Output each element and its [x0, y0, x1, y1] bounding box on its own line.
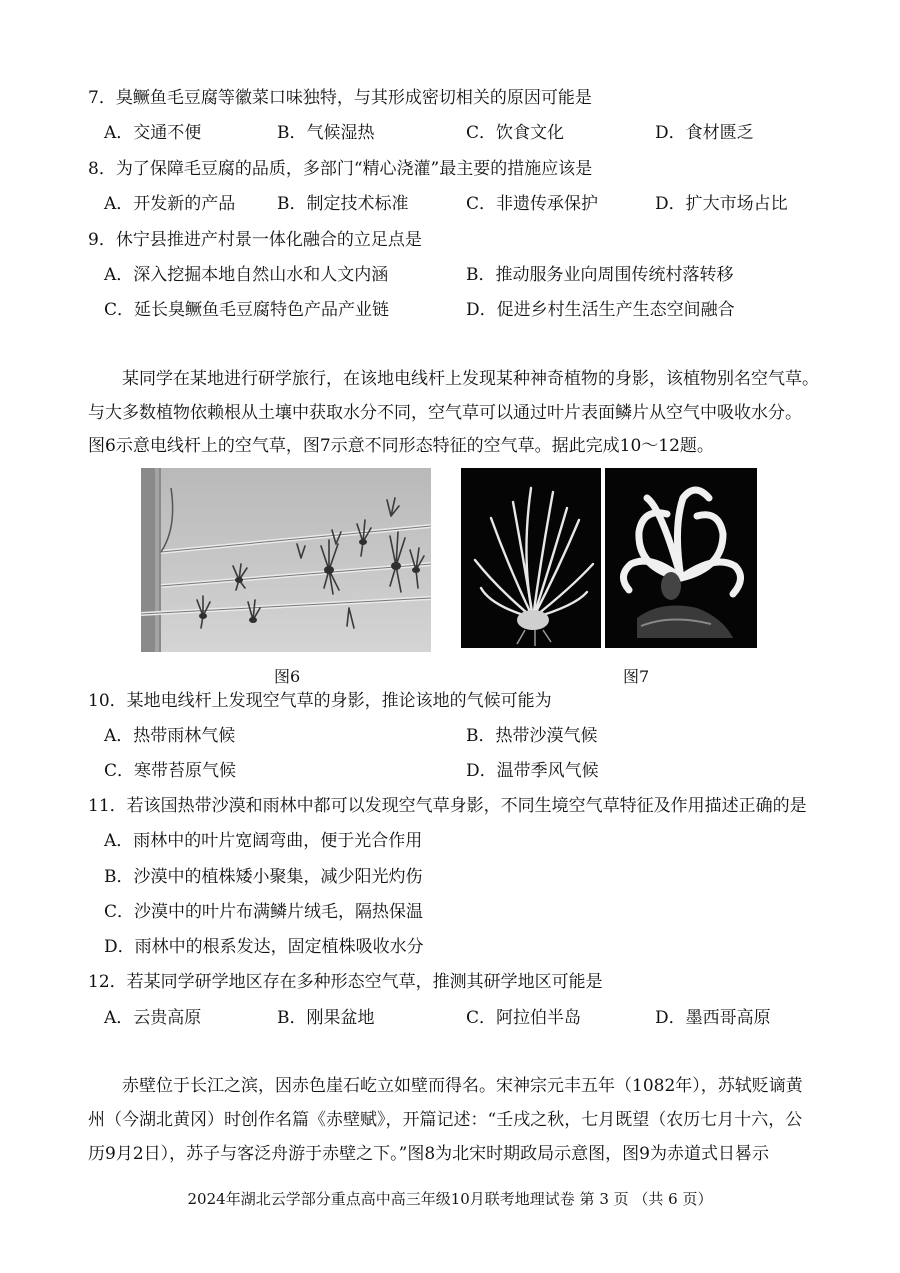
question-8-option-b: B．制定技术标准	[277, 194, 409, 214]
question-9-option-c: C．延长臭鳜鱼毛豆腐特色产品产业链	[104, 300, 390, 320]
question-7-option-c: C．饮食文化	[466, 123, 565, 143]
question-9-stem: 9．休宁县推进产村景一体化融合的立足点是	[88, 230, 422, 250]
page-footer: 2024年湖北云学部分重点高中高三年级10月联考地理试卷 第 3 页 （共 6 页）	[187, 1190, 713, 1208]
question-12-option-a: A．云贵高原	[104, 1008, 202, 1028]
figure-6-photo	[141, 468, 431, 652]
question-7-option-a: A．交通不便	[104, 123, 202, 143]
question-10-option-d: D．温带季风气候	[466, 761, 599, 781]
figure-6-caption: 图6	[274, 667, 301, 686]
passage-2-line-3: 图6示意电线杆上的空气草，图7示意不同形态特征的空气草。据此完成10～12题。	[88, 436, 714, 456]
passage-3-line-3: 历9月2日），苏子与客泛舟游于赤壁之下。”图8为北宋时期政局示意图，图9为赤道式日晷示	[88, 1144, 769, 1164]
figure-7-caption: 图7	[623, 667, 650, 686]
question-11-option-d: D．雨林中的根系发达，固定植株吸收水分	[104, 937, 424, 957]
question-11-option-b: B．沙漠中的植株矮小聚集，减少阳光灼伤	[104, 867, 423, 887]
passage-3-line-2: 州（今湖北黄冈）时创作名篇《赤壁赋》，开篇记述：“壬戌之秋，七月既望（农历七月十六，公	[88, 1110, 803, 1130]
question-9-option-d: D．促进乡村生活生产生态空间融合	[466, 300, 735, 320]
question-12-stem: 12．若某同学研学地区存在多种形态空气草，推测其研学地区可能是	[88, 972, 603, 992]
question-11-stem: 11．若该国热带沙漠和雨林中都可以发现空气草身影，不同生境空气草特征及作用描述正确的是	[88, 796, 807, 816]
question-12-option-d: D．墨西哥高原	[655, 1008, 771, 1028]
question-12-option-c: C．阿拉伯半岛	[466, 1008, 582, 1028]
question-8-stem: 8．为了保障毛豆腐的品质，多部门“精心浇灌”最主要的措施应该是	[88, 159, 593, 179]
question-9-option-a: A．深入挖掘本地自然山水和人文内涵	[104, 265, 389, 285]
question-10-option-b: B．热带沙漠气候	[466, 726, 598, 746]
question-8-option-a: A．开发新的产品	[104, 194, 236, 214]
passage-3-line-1: 赤壁位于长江之滨，因赤色崖石屹立如壁而得名。宋神宗元丰五年（1082年），苏轼贬谪黄	[122, 1076, 803, 1096]
question-7-option-d: D．食材匮乏	[655, 123, 754, 143]
passage-2-line-1: 某同学在某地进行研学旅行，在该地电线杆上发现某种神奇植物的身影，该植物别名空气草。	[122, 369, 819, 389]
question-9-option-b: B．推动服务业向周围传统村落转移	[466, 265, 734, 285]
question-8-option-d: D．扩大市场占比	[655, 194, 788, 214]
question-7-stem: 7．臭鳜鱼毛豆腐等徽菜口味独特，与其形成密切相关的原因可能是	[88, 88, 592, 108]
question-12-option-b: B．刚果盆地	[277, 1008, 375, 1028]
question-7-option-b: B．气候湿热	[277, 123, 375, 143]
question-8-option-c: C．非遗传承保护	[466, 194, 599, 214]
passage-2-line-2: 与大多数植物依赖根从土壤中获取水分不同，空气草可以通过叶片表面鳞片从空气中吸收水分。	[88, 403, 802, 423]
question-10-option-a: A．热带雨林气候	[104, 726, 236, 746]
question-10-option-c: C．寒带苔原气候	[104, 761, 237, 781]
question-11-option-c: C．沙漠中的叶片布满鳞片绒毛，隔热保温	[104, 902, 424, 922]
question-11-option-a: A．雨林中的叶片宽阔弯曲，便于光合作用	[104, 831, 423, 851]
question-10-stem: 10．某地电线杆上发现空气草的身影，推论该地的气候可能为	[88, 691, 552, 711]
figure-7-photo	[461, 468, 757, 648]
